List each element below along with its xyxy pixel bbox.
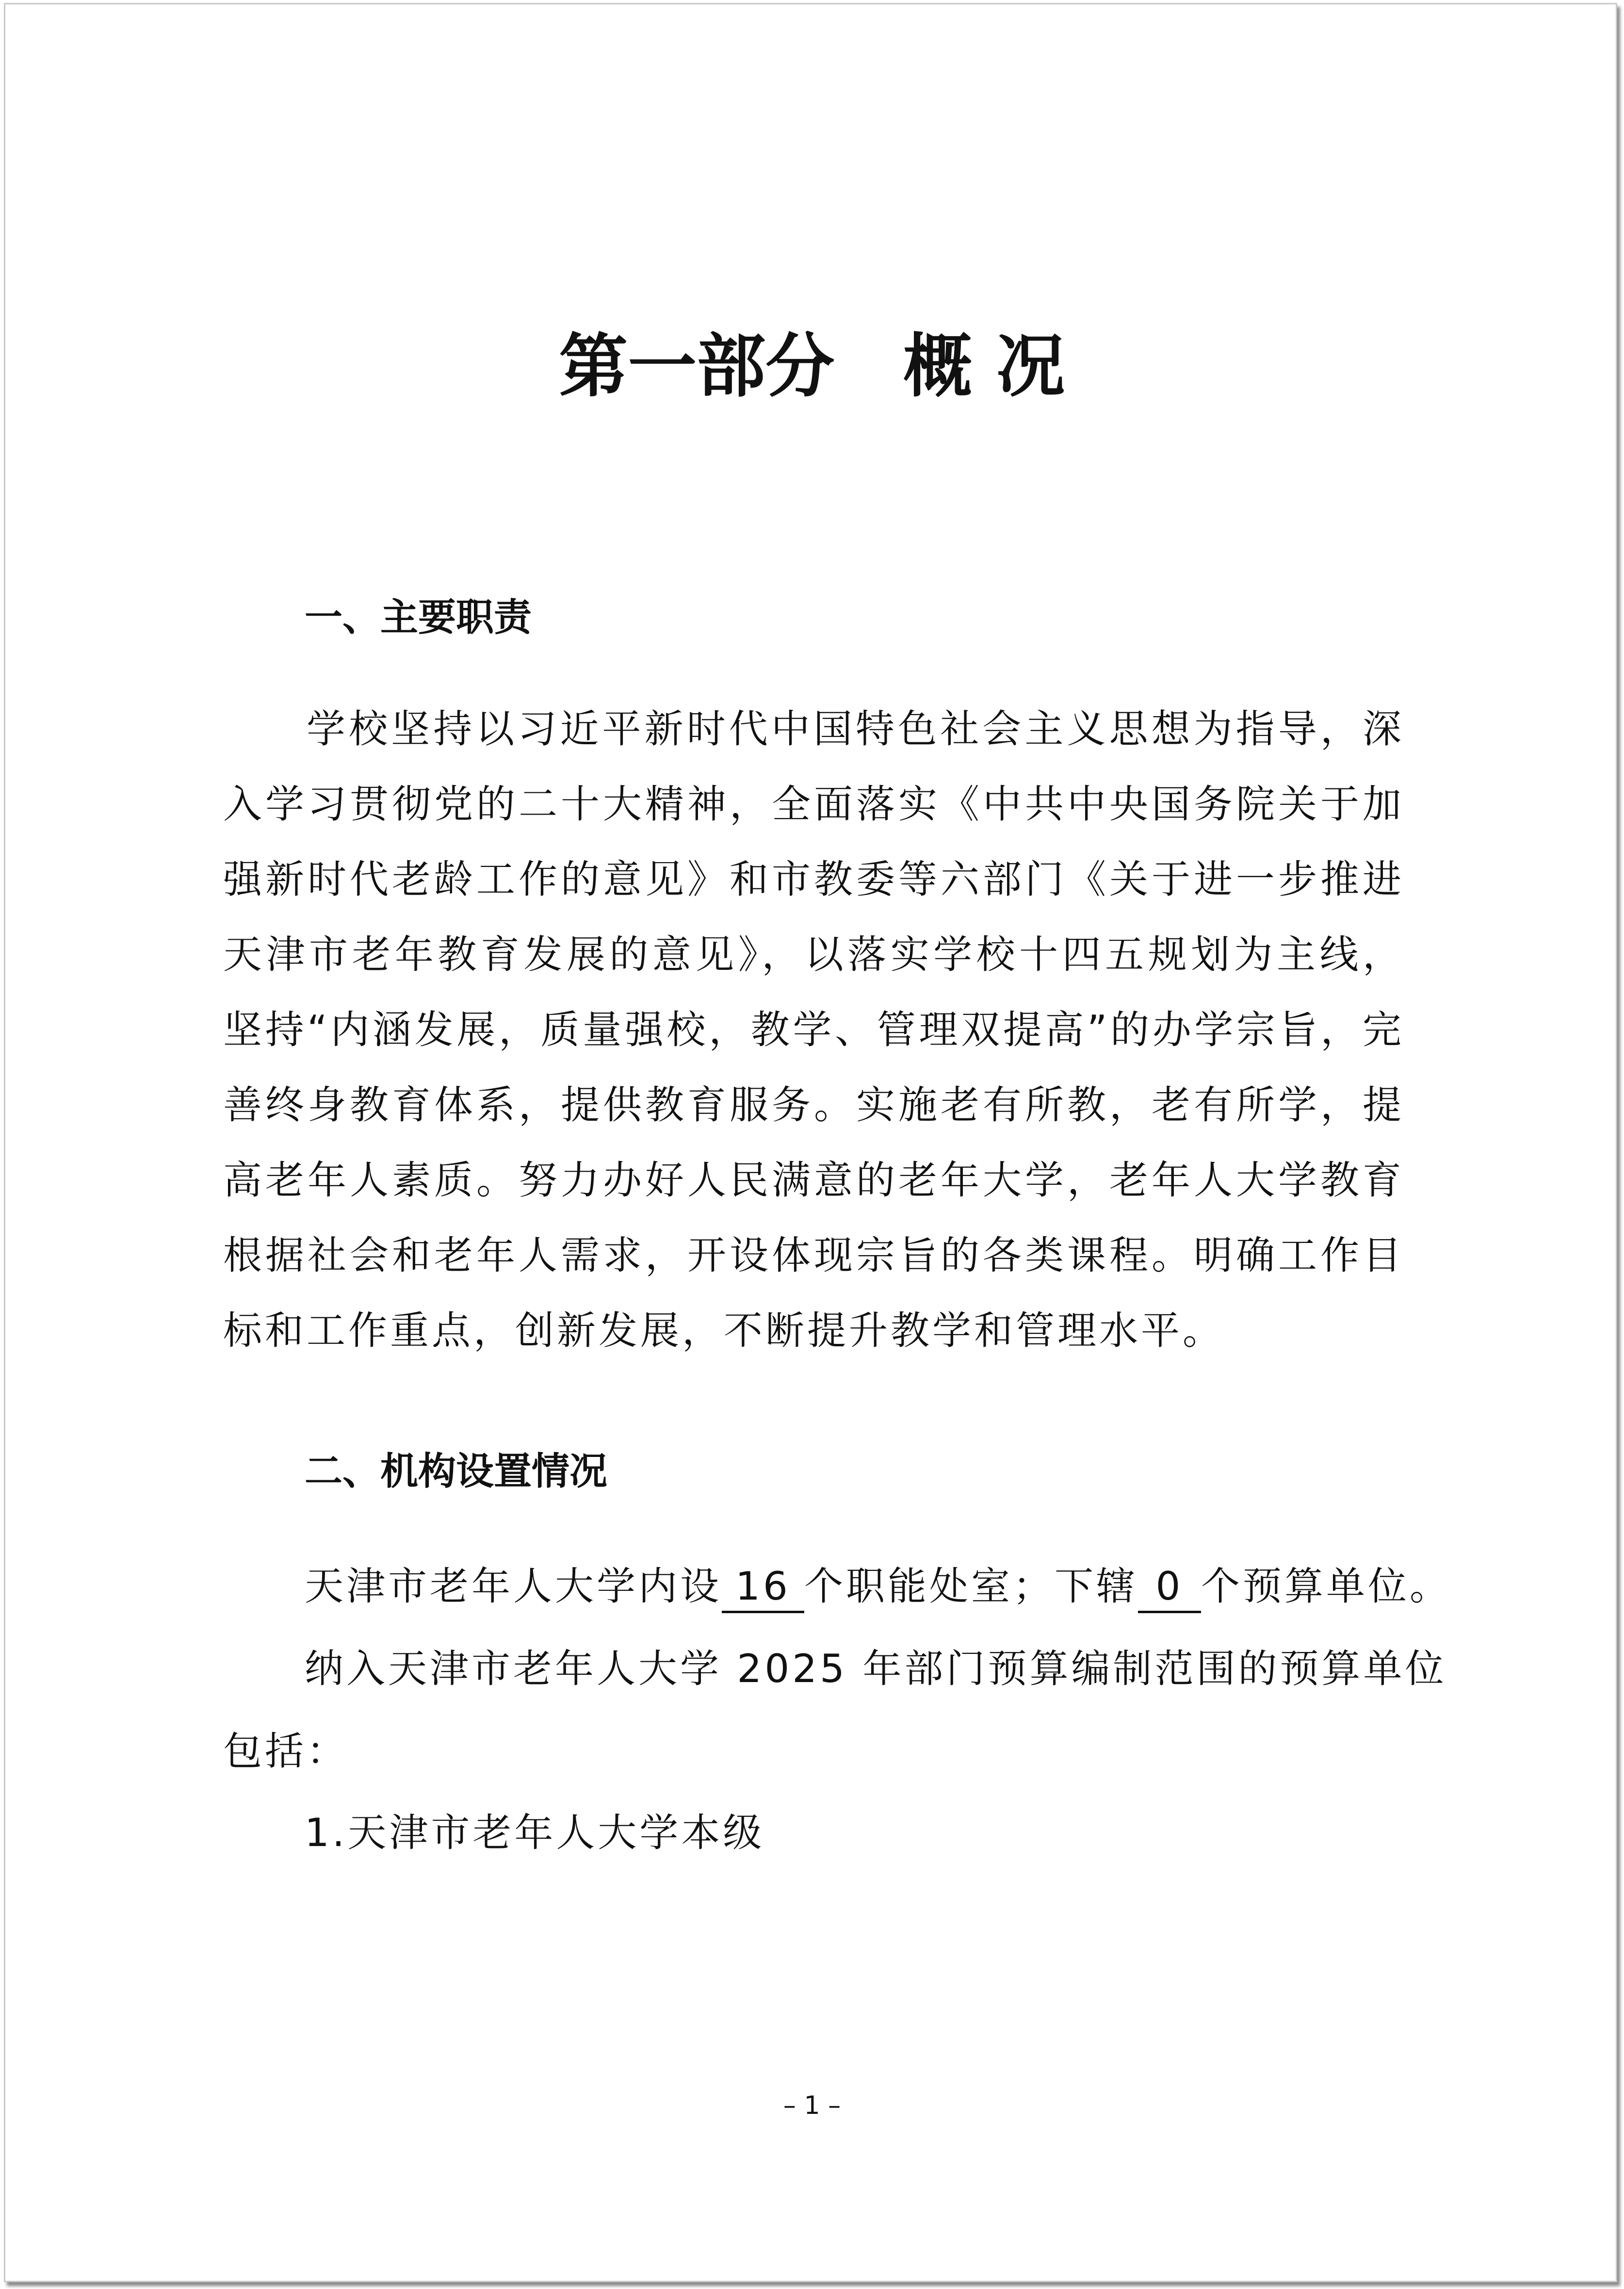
section-heading-duties: 一、主要职责 — [305, 596, 532, 639]
list-item: 1.天津市老年人大学本级 — [305, 1810, 765, 1855]
offices-count: 16 — [722, 1562, 804, 1613]
org-text-part3: 个预算单位。 — [1201, 1564, 1451, 1609]
budget-scope-continuation: 包括： — [223, 1729, 348, 1774]
duties-paragraph: 学校坚持以习近平新时代中国特色社会主义思想为指导，深入学习贯彻党的二十大精神，全面落实《中共中央国务院关于加强新时代老龄工作的意见》和市教委等六部门《关于进一步推进天津市老年教育发展的意见》，以落实学校十四五规划为主线，坚持“内涵发展，质量强校，教学、管理双提高”的办学宗旨，完善终身教育体系，提供教育服务。实施老有所教，老有所学，提高老年人素质。努力办好人民满意的老年大学，老年人大学教育根据社会和老年人需求，开设体现宗旨的各类课程。明确工作目标和工作重点，创新发展，不断提升教学和管理水平。 — [223, 706, 1404, 1353]
page-number: – 1 – — [783, 2091, 841, 2120]
units-count: 0 — [1138, 1562, 1201, 1613]
org-text-part1: 天津市老年人大学内设 — [305, 1564, 722, 1609]
page-title: 第一部分 概 况 — [559, 326, 1065, 407]
section-heading-organization: 二、机构设置情况 — [305, 1450, 608, 1493]
org-setup-line — [305, 1549, 1451, 1624]
budget-scope-line: 纳入天津市老年人大学 2025 年部门预算编制范围的预算单位 — [305, 1646, 1447, 1691]
org-text-part2: 个职能处室；下辖 — [804, 1564, 1138, 1609]
